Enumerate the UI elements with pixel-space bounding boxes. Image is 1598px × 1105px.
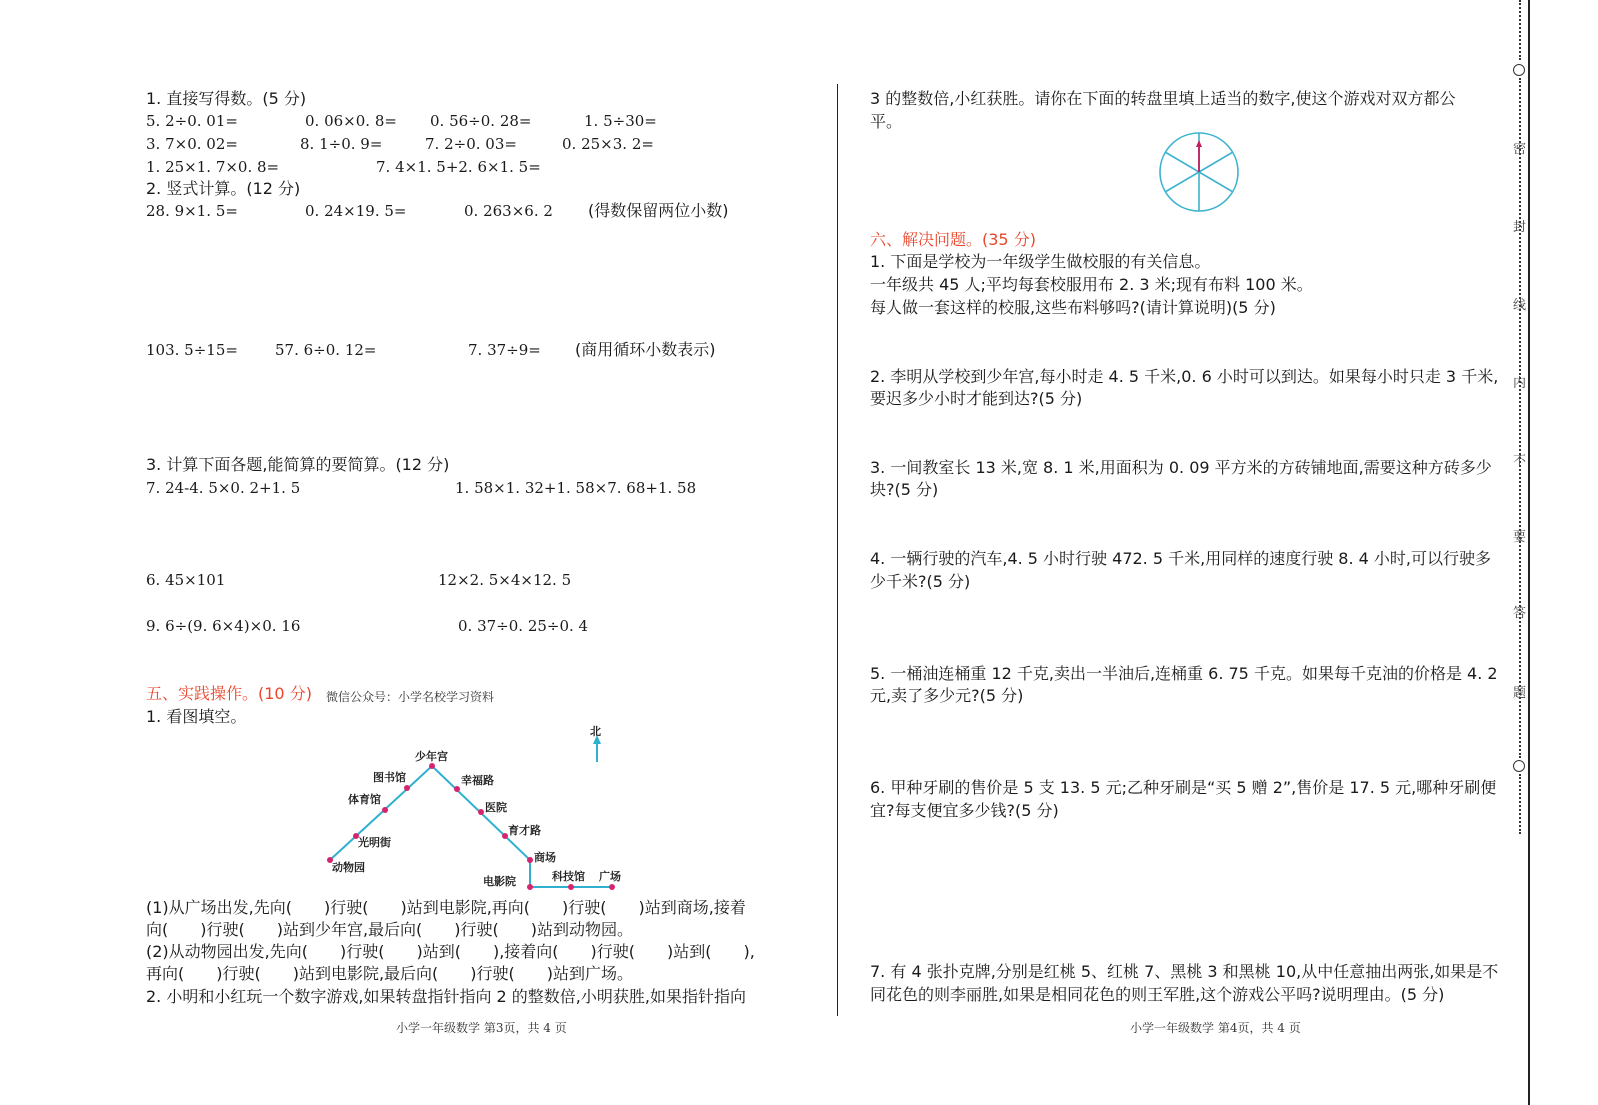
s5-q1-title: 1. 看图填空。 (146, 707, 247, 726)
q1-item: 5. 2÷0. 01= (146, 112, 238, 130)
problem-line: 4. 一辆行驶的汽车,4. 5 小时行驶 472. 5 千米,用同样的速度行驶 8. 4 小时,可以行驶多 (870, 549, 1491, 568)
q3-item: 0. 37÷0. 25÷0. 4 (458, 617, 589, 635)
fill-line: (2)从动物园出发,先向( )行驶( )站到( ),接着向( )行驶( )站到( ), (146, 942, 755, 961)
problem-line: 3. 一间教室长 13 米,宽 8. 1 米,用面积为 0. 09 平方米的方砖铺地面,需要这种方砖多少 (870, 458, 1492, 477)
problem-line: 2. 李明从学校到少年宫,每小时走 4. 5 千米,0. 6 小时可以到达。如果每小时只走 3 千米, (870, 367, 1499, 386)
q1-item: 8. 1÷0. 9= (300, 135, 383, 153)
q1-item: 1. 25×1. 7×0. 8= (146, 158, 280, 176)
map-node (568, 884, 574, 890)
problem-line: 每人做一套这样的校服,这些布料够吗?(请计算说明)(5 分) (870, 298, 1276, 317)
q2-continued: 平。 (870, 112, 903, 131)
problem-line: 7. 有 4 张扑克牌,分别是红桃 5、红桃 7、黑桃 3 和黑桃 10,从中任意抽出两张,如果是不 (870, 962, 1499, 981)
q2-item: 28. 9×1. 5= (146, 202, 238, 220)
map-label: 电影院 (483, 875, 516, 888)
q2-continued: 3 的整数倍,小红获胜。请你在下面的转盘里填上适当的数字,使这个游戏对双方都公 (870, 89, 1456, 108)
map-node (429, 763, 435, 769)
page-footer: 小学一年级数学 第4页，共 4 页 (1130, 1021, 1301, 1035)
wechat-note: 微信公众号：小学名校学习资料 (326, 690, 495, 704)
map-node (382, 807, 388, 813)
fill-line: 再向( )行驶( )站到电影院,最后向( )行驶( )站到广场。 (146, 964, 634, 983)
q1-item: 0. 06×0. 8= (305, 112, 397, 130)
binding-char: 内 (1513, 376, 1527, 391)
binding-char: 答 (1513, 606, 1527, 621)
page-divider (837, 84, 838, 1016)
map-label: 科技馆 (552, 870, 585, 883)
q1-item: 3. 7×0. 02= (146, 135, 238, 153)
map-label: 广场 (599, 870, 621, 883)
binding-dotted-line (1519, 774, 1521, 834)
binding-char: 密 (1513, 142, 1527, 157)
map-label: 育才路 (508, 824, 541, 837)
problem-line: 6. 甲种牙刷的售价是 5 支 13. 5 元;乙种牙刷是“买 5 赠 2”,售价是 17. 5 元,哪种牙刷便 (870, 778, 1497, 797)
route-map (0, 0, 840, 900)
fill-line: (1)从广场出发,先向( )行驶( )站到电影院,再向( )行驶( )站到商场,接着 (146, 898, 746, 917)
s5-q2-line: 2. 小明和小红玩一个数字游戏,如果转盘指针指向 2 的整数倍,小明获胜,如果指针指向 (146, 987, 746, 1006)
binding-circle (1513, 64, 1525, 76)
q3-item: 9. 6÷(9. 6×4)×0. 16 (146, 617, 301, 635)
map-label: 体育馆 (348, 793, 381, 806)
binding-char: 题 (1513, 686, 1527, 701)
section6-title: 六、解决问题。(35 分) (870, 230, 1036, 249)
q1-item: 0. 25×3. 2= (562, 135, 654, 153)
q1-title: 1. 直接写得数。(5 分) (146, 89, 307, 108)
binding-circle (1513, 760, 1525, 772)
map-node (609, 884, 615, 890)
map-north: 北 (590, 725, 601, 738)
q2-item: 103. 5÷15= (146, 341, 238, 359)
binding-char: 不 (1513, 454, 1527, 469)
q3-title: 3. 计算下面各题,能简算的要简算。(12 分) (146, 455, 450, 474)
q1-item: 7. 4×1. 5+2. 6×1. 5= (376, 158, 541, 176)
q1-item: 0. 56÷0. 28= (430, 112, 532, 130)
map-node (478, 809, 484, 815)
map-label: 动物园 (332, 861, 365, 874)
q2-note: (得数保留两位小数) (588, 201, 729, 220)
problem-line: 元,卖了多少元?(5 分) (870, 686, 1024, 705)
page-footer: 小学一年级数学 第3页，共 4 页 (396, 1021, 567, 1035)
map-node (527, 857, 533, 863)
section5-title: 五、实践操作。(10 分) (146, 684, 312, 703)
problem-line: 块?(5 分) (870, 480, 939, 499)
map-node (527, 884, 533, 890)
q2-item: 7. 37÷9= (468, 341, 541, 359)
q2-title: 2. 竖式计算。(12 分) (146, 179, 301, 198)
map-label: 医院 (485, 801, 507, 814)
q3-item: 1. 58×1. 32+1. 58×7. 68+1. 58 (455, 479, 697, 497)
binding-char: 封 (1513, 220, 1527, 235)
binding-dotted-line (1519, 78, 1521, 758)
problem-line: 要迟多少小时才能到达?(5 分) (870, 389, 1083, 408)
binding-char: 要 (1513, 530, 1527, 545)
map-node (454, 786, 460, 792)
map-label: 幸福路 (461, 774, 494, 787)
binding-line (1528, 0, 1530, 1105)
problem-line: 宜?每支便宜多少钱?(5 分) (870, 801, 1059, 820)
map-label: 少年宫 (415, 750, 448, 763)
binding-dotted-line (1519, 0, 1521, 60)
q3-item: 7. 24-4. 5×0. 2+1. 5 (146, 479, 301, 497)
fill-line: 向( )行驶( )站到少年宫,最后向( )行驶( )站到动物园。 (146, 920, 634, 939)
problem-line: 5. 一桶油连桶重 12 千克,卖出一半油后,连桶重 6. 75 千克。如果每千克油的价格是 4. 2 (870, 664, 1498, 683)
q1-item: 1. 5÷30= (584, 112, 657, 130)
problem-line: 一年级共 45 人;平均每套校服用布 2. 3 米;现有布料 100 米。 (870, 275, 1313, 294)
problem-line: 1. 下面是学校为一年级学生做校服的有关信息。 (870, 252, 1211, 271)
problem-line: 少千米?(5 分) (870, 572, 971, 591)
q2-note: (商用循环小数表示) (575, 340, 716, 359)
q2-item: 0. 263×6. 2 (464, 202, 553, 220)
q1-item: 7. 2÷0. 03= (425, 135, 517, 153)
q2-item: 0. 24×19. 5= (305, 202, 407, 220)
problem-line: 同花色的则李丽胜,如果是相同花色的则王军胜,这个游戏公平吗?说明理由。(5 分) (870, 985, 1445, 1004)
map-node (404, 785, 410, 791)
binding-char: 线 (1513, 298, 1527, 313)
q3-item: 12×2. 5×4×12. 5 (438, 571, 572, 589)
map-label: 商场 (534, 851, 556, 864)
q2-item: 57. 6÷0. 12= (275, 341, 377, 359)
spinner-wheel (1156, 130, 1242, 214)
q3-item: 6. 45×101 (146, 571, 226, 589)
map-label: 图书馆 (373, 771, 406, 784)
map-label: 光明街 (358, 836, 391, 849)
